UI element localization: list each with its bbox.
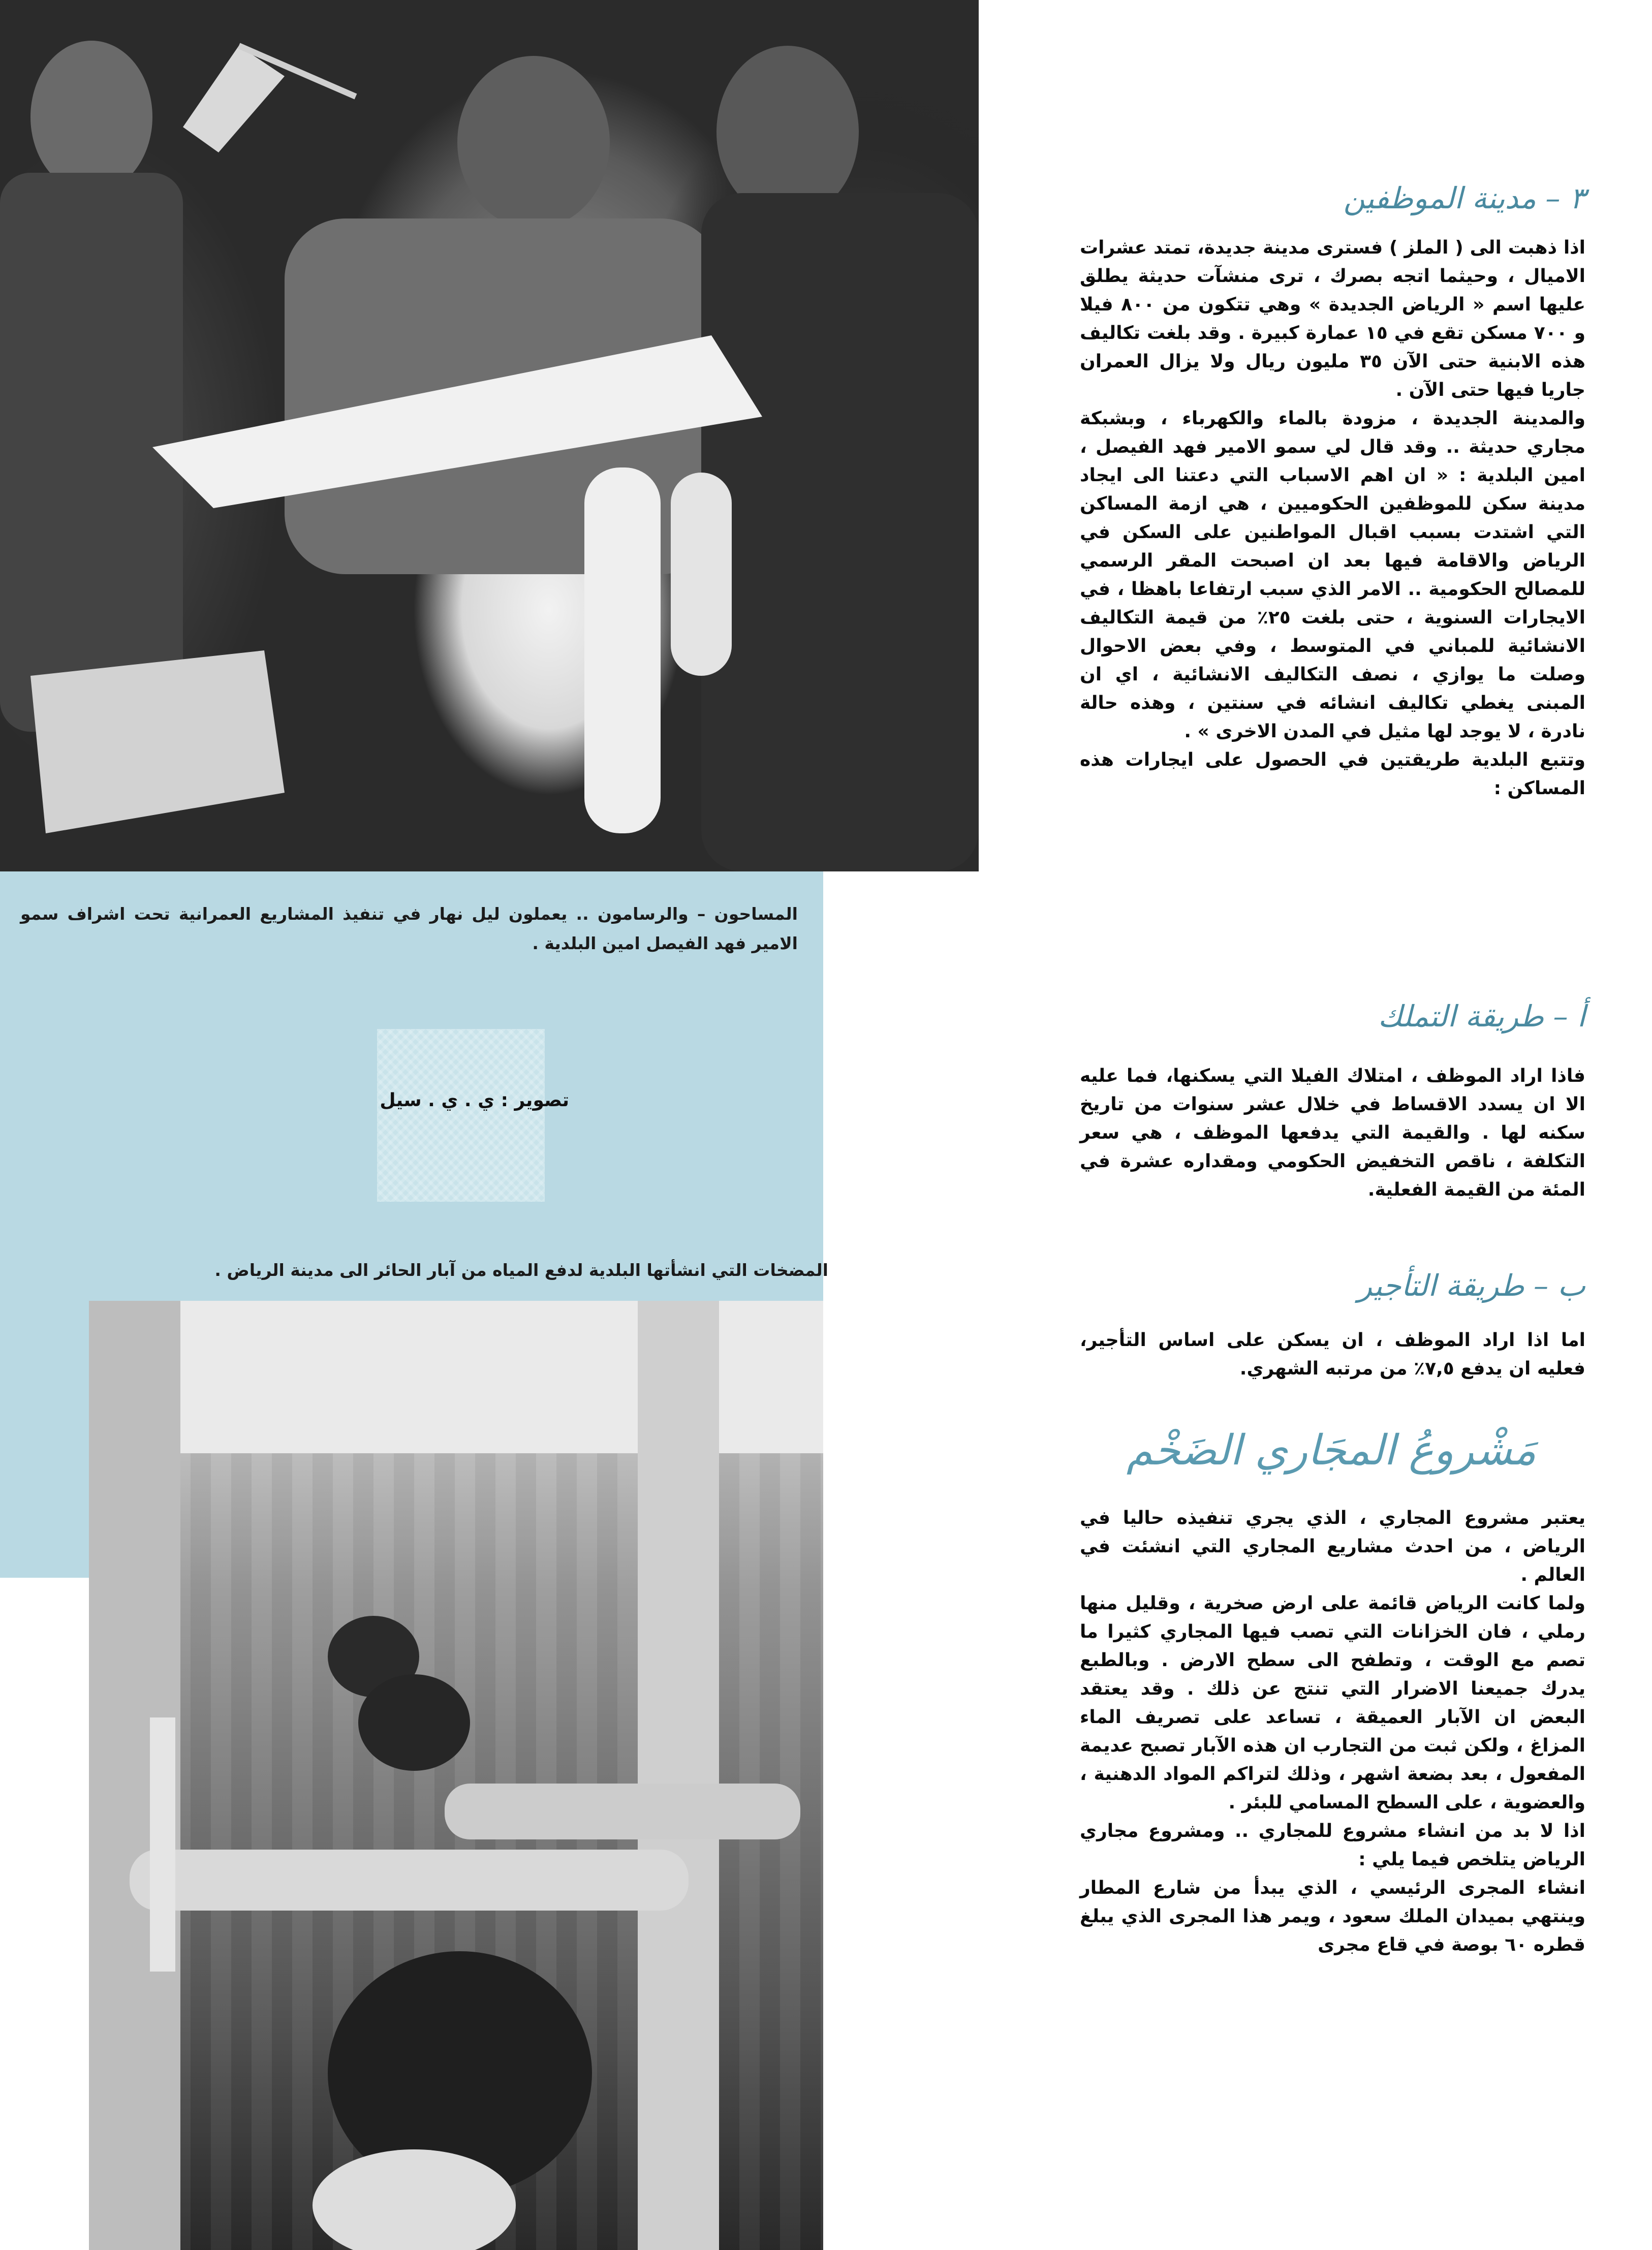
section-employees-city bbox=[1080, 234, 1585, 803]
rolled-plan-1 bbox=[584, 467, 661, 833]
paragraph: ولما كانت الرياض قائمة على ارض صخرية ، وقليل منها رملي ، فان الخزانات التي تصب فيها المجاري كثيرا ما تصم مع الوقت ، وتطفح الى سطح الارض . وبالطبع يدرك جميعنا الاضرار التي تنتج عن ذلك . وقد يعتقد البعض ان الآبار العميقة ، تساعد على تصريف الماء المزاغ ، ولكن ثبت من التجارب ان هذه الآبار تصبح عديمة المفعول ، بعد بضعة اشهر ، وذلك لتراكم المواد الدهنية ، والعضوية ، على السطح المسامي للبئر . bbox=[1080, 1593, 1585, 1813]
heading-ownership-method: أ – طريقة التملك bbox=[1378, 999, 1585, 1034]
heading-rental-method: ب – طريقة التأجير bbox=[1358, 1268, 1585, 1303]
person-left-head bbox=[30, 41, 152, 193]
person-left-body bbox=[0, 173, 183, 732]
photo-pumps bbox=[89, 1301, 823, 2250]
paper-box bbox=[30, 650, 285, 833]
section-rental-method bbox=[1080, 1326, 1585, 1383]
decorative-pattern-box bbox=[377, 1029, 545, 1202]
photo-surveyors bbox=[0, 0, 979, 871]
person-center-head bbox=[457, 56, 610, 229]
paragraph: وتتبع البلدية طريقتين في الحصول على ايجارات هذه المساكن : bbox=[1080, 749, 1585, 799]
paragraph: فاذا اراد الموظف ، امتلاك الفيلا التي يسكنها، فما عليه الا ان يسدد الاقساط في خلال عشر سنوات من تاريخ سكنه لها . والقيمة التي يدفعها الموظف ، هي سعر التكلفة ، ناقص التخفيض الحكومي ومقداره عشرة في المئة من القيمة الفعلية. bbox=[1080, 1066, 1585, 1200]
section-ownership-method bbox=[1080, 1062, 1585, 1204]
heading-sewer-project: مَشْروعُ المجَاري الضَخْم bbox=[1126, 1426, 1537, 1475]
person-right-head bbox=[716, 46, 859, 218]
pipe-main bbox=[130, 1850, 689, 1911]
person-right-body bbox=[701, 193, 979, 871]
section-sewer-project bbox=[1080, 1504, 1585, 1959]
pump-distant-2 bbox=[358, 1674, 470, 1771]
heading-employees-city: ٣ – مدينة الموظفين bbox=[1343, 181, 1585, 215]
pump-hall-column bbox=[638, 1301, 719, 2250]
photo-credit: تصوير : ي . ي . سيل bbox=[380, 1090, 569, 1111]
photo-surveyors-illustration bbox=[0, 0, 979, 871]
paragraph: اذا لا بد من انشاء مشروع للمجاري .. ومشروع مجاري الرياض يتلخص فيما يلي : bbox=[1080, 1821, 1585, 1870]
paragraph: يعتبر مشروع المجاري ، الذي يجري تنفيذه حاليا في الرياض ، من احدث مشاريع المجاري التي انشئت في العالم . bbox=[1080, 1508, 1585, 1585]
valve-stem bbox=[150, 1717, 175, 1972]
photo-caption-bottom: المضخات التي انشأتها البلدية لدفع المياه من آبار الحائر الى مدينة الرياض . bbox=[214, 1260, 828, 1280]
photo-pumps-illustration bbox=[89, 1301, 823, 2250]
paragraph: انشاء المجرى الرئيسي ، الذي يبدأ من شارع المطار وينتهي بميدان الملك سعود ، ويمر هذا المجرى الذي يبلغ قطره ٦٠ بوصة في قاع مجرى bbox=[1080, 1878, 1585, 1955]
rolled-plan-2 bbox=[671, 473, 732, 676]
paragraph: اذا ذهبت الى ( الملز ) فسترى مدينة جديدة، تمتد عشرات الاميال ، وحيثما اتجه بصرك ، ترى منشآت حديثة يطلق عليها اسم « الرياض الجديدة » وهي تتكون من ٨٠٠ فيلا و ٧٠٠ مسكن تقع في ١٥ عمارة كبيرة . وقد بلغت تكاليف هذه الابنية حتى الآن ٣٥ مليون ريال ولا يزال العمران جاريا فيها حتى الآن . bbox=[1080, 237, 1586, 400]
pipe-right bbox=[445, 1784, 800, 1839]
photo-caption-top: المساحون – والرسامون .. يعملون ليل نهار في تنفيذ المشاريع العمرانية تحت اشراف سمو الامير فهد الفيصل امين البلدية . bbox=[20, 904, 798, 953]
paragraph: والمدينة الجديدة ، مزودة بالماء والكهرباء ، وبشبكة مجاري حديثة .. وقد قال لي سمو الامير فهد الفيصل ، امين البلدية : « ان اهم الاسباب التي دعتنا الى ايجاد مدينة سكن للموظفين الحكوميين ، هي ازمة المساكن التي اشتدت بسبب اقبال المواطنين على السكن في الرياض والاقامة فيها بعد ان اصبحت المقر الرسمي للمصالح الحكومية .. الامر الذي سبب ارتفاعا باهظا ، في الايجارات السنوية ، حتى بلغت ٢٥٪ من قيمة التكاليف الانشائية للمباني في المتوسط ، وفي بعض الاحوال وصلت ما يوازي ، نصف التكاليف الانشائية ، اي ان المبنى يغطي تكاليف انشائه في سنتين ، وهذه حالة نادرة ، لا يوجد لها مثيل في المدن الاخرى » . bbox=[1080, 408, 1585, 742]
paragraph: اما اذا اراد الموظف ، ان يسكن على اساس التأجير، فعليه ان يدفع ٧,٥٪ من مرتبه الشهري. bbox=[1080, 1330, 1585, 1379]
